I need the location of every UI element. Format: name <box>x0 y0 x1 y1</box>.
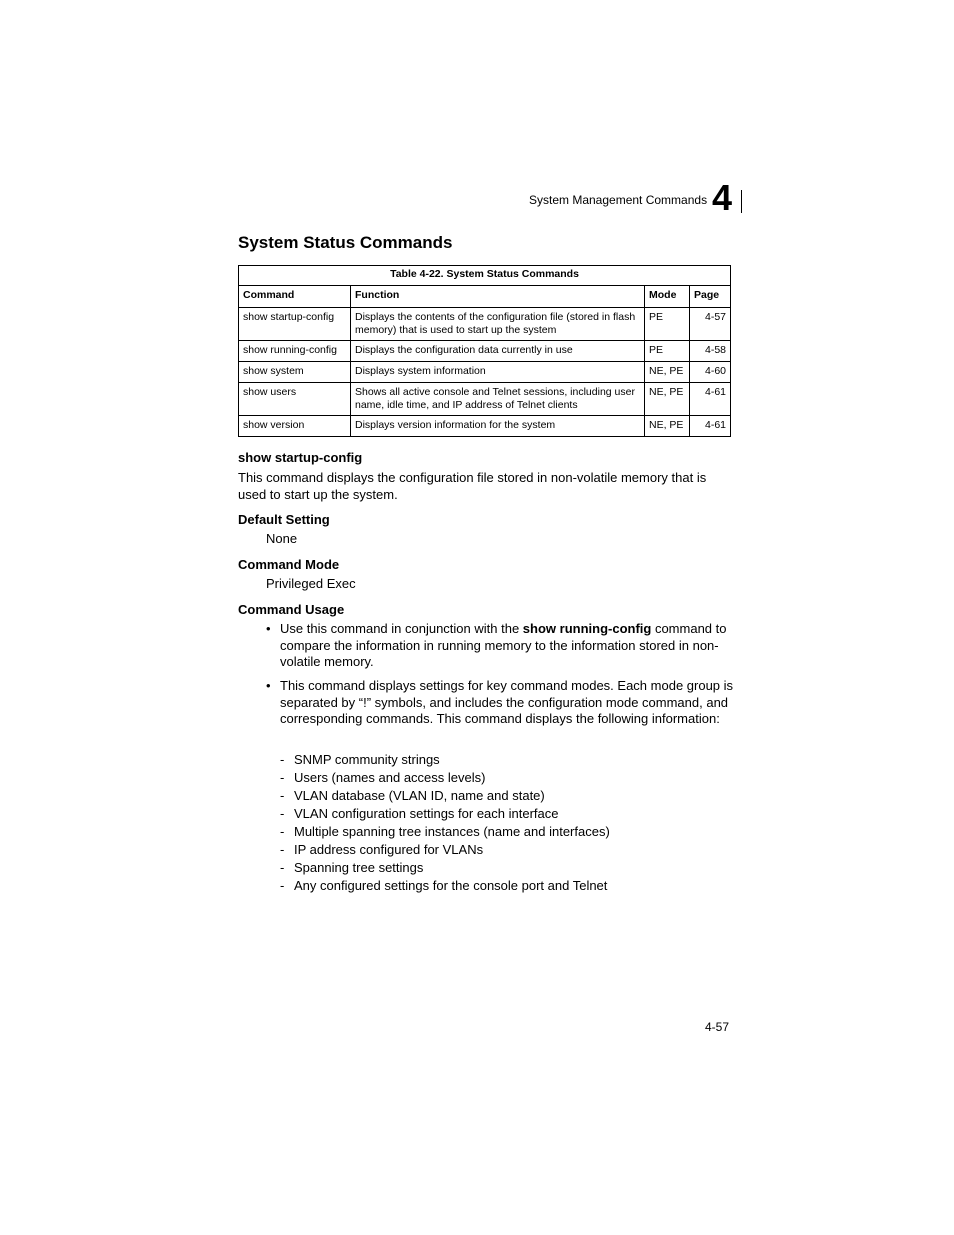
usage-bullet-item <box>266 678 736 728</box>
list-item <box>280 751 610 769</box>
column-header-command: Command <box>239 286 351 308</box>
dash-glyph: - <box>280 752 285 767</box>
list-item <box>280 805 610 823</box>
default-setting-value: None <box>266 531 298 546</box>
column-header-page: Page <box>690 286 731 308</box>
cell-command: show users <box>239 383 351 416</box>
cell-command: show running-config <box>239 341 351 362</box>
dash-glyph: - <box>280 842 285 857</box>
dash-glyph: - <box>280 860 285 875</box>
cell-page: 4-61 <box>690 416 731 437</box>
cell-page: 4-60 <box>690 362 731 383</box>
page-number: 4-57 <box>705 1020 730 1034</box>
cell-mode: NE, PE <box>645 416 690 437</box>
cell-command: show startup-config <box>239 308 351 341</box>
dash-glyph: - <box>280 806 285 821</box>
list-item <box>280 877 610 895</box>
command-mode-heading: Command Mode <box>238 557 340 572</box>
cell-mode: NE, PE <box>645 383 690 416</box>
chapter-number: 4 <box>712 177 733 218</box>
command-usage-heading: Command Usage <box>238 602 345 617</box>
list-item-text: Spanning tree settings <box>294 860 424 875</box>
table-header-row <box>239 286 731 308</box>
list-item-text: Any configured settings for the console port and Telnet <box>294 878 608 893</box>
list-item <box>280 787 610 805</box>
usage-bullet-item <box>266 621 736 671</box>
cell-function: Displays version information for the system <box>351 416 645 437</box>
list-item <box>280 823 610 841</box>
list-item <box>280 841 610 859</box>
section-title: System Status Commands <box>238 233 453 252</box>
cell-command: show system <box>239 362 351 383</box>
list-item-text: VLAN database (VLAN ID, name and state) <box>294 788 545 803</box>
table-row <box>239 341 731 362</box>
dash-glyph: - <box>280 878 285 893</box>
list-item-text: Multiple spanning tree instances (name and interfaces) <box>294 824 610 839</box>
system-status-commands-table <box>238 265 731 437</box>
list-item-text: IP address configured for VLANs <box>294 842 484 857</box>
table-row <box>239 362 731 383</box>
table-caption: Table 4-22. System Status Commands <box>239 266 731 286</box>
usage-text-segment: command to compare the information in running memory to the information stored in non-volatile memory. <box>280 621 727 669</box>
cell-mode: NE, PE <box>645 362 690 383</box>
default-setting-heading: Default Setting <box>238 512 330 527</box>
command-title: show startup-config <box>238 450 363 465</box>
table-row <box>239 416 731 437</box>
table-row <box>239 308 731 341</box>
usage-bullet-text <box>280 621 736 671</box>
cell-page: 4-58 <box>690 341 731 362</box>
running-header-title: System Management Commands <box>529 193 708 207</box>
column-header-mode: Mode <box>645 286 690 308</box>
dash-glyph: - <box>280 788 285 803</box>
usage-text-bold-command: show running-config <box>522 621 652 636</box>
cell-function: Displays system information <box>351 362 645 383</box>
list-item-text: Users (names and access levels) <box>294 770 486 785</box>
cell-mode: PE <box>645 308 690 341</box>
cell-mode: PE <box>645 341 690 362</box>
cell-function: Shows all active console and Telnet sessions, including user name, idle time, and IP address of Telnet clients <box>351 383 645 416</box>
cell-command: show version <box>239 416 351 437</box>
command-mode-value: Privileged Exec <box>266 576 356 591</box>
chapter-divider <box>741 190 742 213</box>
table-row <box>239 383 731 416</box>
cell-page: 4-61 <box>690 383 731 416</box>
info-list <box>280 751 610 895</box>
list-item <box>280 769 610 787</box>
column-header-function: Function <box>351 286 645 308</box>
list-item-text: VLAN configuration settings for each interface <box>294 806 559 821</box>
bullet-glyph: • <box>266 678 271 693</box>
cell-function: Displays the contents of the configuration file (stored in flash memory) that is used to start up the system <box>351 308 645 341</box>
dash-glyph: - <box>280 824 285 839</box>
usage-bullet-text: This command displays settings for key command modes. Each mode group is separated by “!” symbols, and includes the configuration mode command, and corresponding commands. This command displays the following information: <box>280 678 734 726</box>
cell-function: Displays the configuration data currently in use <box>351 341 645 362</box>
usage-text-segment: Use this command in conjunction with the <box>280 621 523 636</box>
dash-glyph: - <box>280 770 285 785</box>
list-item <box>280 859 610 877</box>
bullet-glyph: • <box>266 621 271 636</box>
list-item-text: SNMP community strings <box>294 752 440 767</box>
command-description: This command displays the configuration file stored in non-volatile memory that is used to start up the system. <box>238 470 707 502</box>
cell-page: 4-57 <box>690 308 731 341</box>
